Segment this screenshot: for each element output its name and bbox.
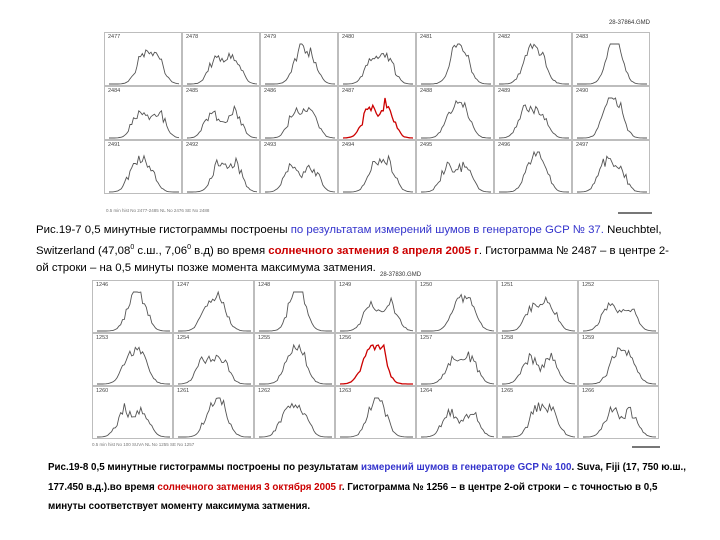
- histogram-curve: [339, 33, 417, 87]
- histogram-curve: [417, 334, 498, 387]
- histogram-curve-line: [577, 44, 647, 84]
- histogram-number: 1265: [501, 388, 514, 394]
- histogram-curve: [261, 87, 339, 141]
- histogram-curve-line: [583, 348, 656, 384]
- histogram-cell: [572, 86, 650, 140]
- histogram-number: 2483: [576, 34, 589, 40]
- histogram-number: 1252: [582, 282, 595, 288]
- histogram-curve-line: [259, 345, 332, 384]
- histogram-curve: [498, 281, 579, 334]
- histogram-cell: [104, 86, 182, 140]
- histogram-curve-line: [583, 303, 656, 331]
- caption-text: Рис.19-8 0,5 минутные гистограммы построены по результатам: [48, 462, 361, 473]
- figure-caption-19-8: [48, 458, 688, 517]
- histogram-cell: [497, 333, 578, 386]
- histogram-curve: [261, 33, 339, 87]
- histogram-curve: [498, 387, 579, 440]
- histogram-number: 2486: [264, 88, 277, 94]
- caption-text: Рис.19-7 0,5 минутные гистограммы построены: [36, 224, 291, 236]
- histogram-curve-line: [178, 292, 251, 331]
- histogram-curve-line: [97, 292, 170, 331]
- histogram-curve: [255, 281, 336, 334]
- histogram-cell: [104, 140, 182, 194]
- histogram-curve-line: [187, 106, 257, 138]
- histogram-number: 1255: [258, 335, 271, 341]
- highlighted-histogram-curve: [340, 345, 413, 384]
- histogram-number: 2490: [576, 88, 589, 94]
- histogram-curve-line: [97, 347, 170, 384]
- histogram-cell: [173, 280, 254, 333]
- histogram-curve: [573, 33, 651, 87]
- histogram-curve: [579, 281, 660, 334]
- histogram-curve-line: [499, 152, 569, 192]
- histogram-curve-line: [421, 295, 494, 332]
- histogram-curve-line: [259, 292, 332, 331]
- histogram-number: 1249: [339, 282, 352, 288]
- histogram-cell: [173, 386, 254, 439]
- histogram-curve: [498, 334, 579, 387]
- caption-text: с.ш., 7,06: [134, 244, 188, 257]
- histogram-cell: [416, 386, 497, 439]
- histogram-number: 1261: [177, 388, 190, 394]
- histogram-cell: [416, 86, 494, 140]
- caption-text: в.д) во время: [190, 244, 269, 257]
- histogram-number: 2479: [264, 34, 277, 40]
- histogram-number: 1256: [339, 335, 352, 341]
- scale-bar: [632, 446, 660, 448]
- histogram-cell: [335, 280, 416, 333]
- histogram-number: 2477: [108, 34, 121, 40]
- histogram-curve-line: [499, 44, 569, 84]
- histogram-curve: [174, 281, 255, 334]
- caption-highlight-red: солнечного затмения 3 октября 2005 г: [157, 481, 342, 493]
- histogram-number: 2492: [186, 142, 199, 148]
- histogram-cell: [92, 386, 173, 439]
- panel-2-footer: 0.5 min hist No 100 SUVA NL No 1255 SE No 1257: [92, 442, 195, 447]
- caption-text: . Гистограмма № 2487 – в центре 2-ой строки – на 0,5 минуты позже момента максимума затмения.: [36, 244, 669, 274]
- histogram-curve: [255, 387, 336, 440]
- histogram-curve-line: [502, 353, 575, 384]
- histogram-cell: [578, 280, 659, 333]
- histogram-cell: [416, 333, 497, 386]
- histogram-cell: [260, 86, 338, 140]
- histogram-cell: [182, 32, 260, 86]
- histogram-curve: [573, 87, 651, 141]
- histogram-cell: [494, 86, 572, 140]
- histogram-curve: [339, 141, 417, 195]
- caption-text: Neuchbtel, Switzerland (47,08: [36, 224, 662, 257]
- histogram-curve-line: [421, 352, 494, 384]
- histogram-curve: [339, 87, 417, 141]
- histogram-curve-line: [499, 105, 569, 138]
- histogram-curve: [105, 141, 183, 195]
- histogram-curve-line: [259, 404, 332, 437]
- histogram-panel-2: [92, 270, 664, 452]
- caption-text: . Гистограмма № 1256 – в центре 2-ой строки – с точностью в 0,5 минуты соответствует моменту максимума затмения.: [48, 481, 658, 512]
- histogram-curve: [417, 387, 498, 440]
- highlighted-histogram-curve: [343, 98, 413, 138]
- histogram-number: 1259: [582, 335, 595, 341]
- caption-text: . Suva, Fiji (17, 750 ю.ш., 177.450 в.д.).во время: [48, 462, 686, 493]
- caption-highlight-red: солнечного затмения 8 апреля 2005 г: [268, 244, 479, 257]
- histogram-cell: [578, 386, 659, 439]
- histogram-number: 2482: [498, 34, 511, 40]
- histogram-curve: [495, 87, 573, 141]
- histogram-curve-line: [109, 111, 179, 138]
- histogram-curve-line: [577, 156, 647, 192]
- histogram-cell: [338, 32, 416, 86]
- histogram-number: 1260: [96, 388, 109, 394]
- histogram-curve: [255, 334, 336, 387]
- histogram-curve-line: [421, 101, 491, 138]
- histogram-curve: [417, 281, 498, 334]
- histogram-cell: [578, 333, 659, 386]
- panel-1-footer: 0.5 min hist No 2477-2485 NL No 2476 SE No 2488: [106, 208, 210, 213]
- histogram-cell: [416, 280, 497, 333]
- histogram-number: 1251: [501, 282, 514, 288]
- histogram-curve: [573, 141, 651, 195]
- histogram-curve-line: [502, 297, 575, 331]
- histogram-curve: [579, 334, 660, 387]
- histogram-curve: [495, 33, 573, 87]
- histogram-cell: [260, 32, 338, 86]
- scale-bar: [618, 212, 652, 214]
- histogram-curve-line: [178, 355, 251, 384]
- histogram-curve: [336, 387, 417, 440]
- histogram-number: 1257: [420, 335, 433, 341]
- histogram-cell: [416, 32, 494, 86]
- histogram-number: 1264: [420, 388, 433, 394]
- histogram-number: 2484: [108, 88, 121, 94]
- histogram-number: 2485: [186, 88, 199, 94]
- histogram-curve-line: [502, 403, 575, 437]
- histogram-curve-line: [577, 98, 647, 138]
- histogram-curve-line: [583, 407, 656, 437]
- histogram-cell: [416, 140, 494, 194]
- histogram-number: 2481: [420, 34, 433, 40]
- histogram-cell: [92, 333, 173, 386]
- histogram-number: 1248: [258, 282, 271, 288]
- histogram-curve-line: [421, 162, 491, 192]
- degree-sup: 0: [187, 244, 191, 251]
- histogram-curve-line: [343, 156, 413, 192]
- histogram-number: 1250: [420, 282, 433, 288]
- histogram-curve: [93, 281, 174, 334]
- histogram-curve: [336, 281, 417, 334]
- degree-sup: 0: [130, 244, 135, 251]
- histogram-cell: [173, 333, 254, 386]
- histogram-number: 2494: [342, 142, 355, 148]
- histogram-curve-line: [109, 156, 179, 192]
- histogram-cell: [254, 333, 335, 386]
- histogram-number: 1246: [96, 282, 109, 288]
- histogram-number: 1263: [339, 388, 352, 394]
- histogram-curve: [93, 334, 174, 387]
- histogram-curve: [105, 33, 183, 87]
- histogram-cell: [104, 32, 182, 86]
- histogram-number: 2480: [342, 34, 355, 40]
- histogram-number: 2493: [264, 142, 277, 148]
- histogram-number: 1262: [258, 388, 271, 394]
- histogram-cell: [494, 140, 572, 194]
- histogram-curve-line: [265, 44, 335, 84]
- histogram-number: 2487: [342, 88, 355, 94]
- histogram-cell: [254, 386, 335, 439]
- caption-highlight-blue: измерений шумов в генераторе GCP № 100: [361, 462, 572, 473]
- histogram-cell: [182, 86, 260, 140]
- histogram-cell: [260, 140, 338, 194]
- histogram-cell: [497, 280, 578, 333]
- histogram-cell: [338, 86, 416, 140]
- histogram-number: 1266: [582, 388, 595, 394]
- histogram-curve-line: [343, 53, 413, 84]
- histogram-curve: [183, 141, 261, 195]
- histogram-curve: [183, 87, 261, 141]
- histogram-curve-line: [187, 158, 257, 192]
- panel-2-filename: 28-37830.GMD: [380, 272, 422, 278]
- histogram-number: 2488: [420, 88, 433, 94]
- histogram-curve-line: [178, 398, 251, 437]
- histogram-number: 1258: [501, 335, 514, 341]
- histogram-cell: [338, 140, 416, 194]
- histogram-number: 1247: [177, 282, 190, 288]
- histogram-cell: [182, 140, 260, 194]
- histogram-curve: [417, 33, 495, 87]
- histogram-curve: [417, 87, 495, 141]
- histogram-curve-line: [340, 398, 413, 437]
- figure-caption-19-7: [36, 222, 676, 277]
- histogram-cell: [335, 333, 416, 386]
- histogram-curve: [174, 334, 255, 387]
- histogram-number: 2497: [576, 142, 589, 148]
- histogram-cell: [92, 280, 173, 333]
- caption-highlight-blue: по результатам измерений шумов в генераторе GCP № 37.: [290, 224, 604, 236]
- histogram-number: 1254: [177, 335, 190, 341]
- histogram-curve-line: [109, 50, 179, 84]
- histogram-curve: [261, 141, 339, 195]
- histogram-curve-line: [97, 403, 170, 437]
- histogram-number: 2496: [498, 142, 511, 148]
- histogram-number: 2478: [186, 34, 199, 40]
- histogram-curve-line: [340, 298, 413, 331]
- histogram-curve: [93, 387, 174, 440]
- histogram-number: 2495: [420, 142, 433, 148]
- histogram-curve: [105, 87, 183, 141]
- histogram-curve: [336, 334, 417, 387]
- histogram-cell: [497, 386, 578, 439]
- histogram-cell: [494, 32, 572, 86]
- histogram-curve-line: [265, 108, 335, 138]
- histogram-curve: [579, 387, 660, 440]
- histogram-curve: [417, 141, 495, 195]
- histogram-number: 2489: [498, 88, 511, 94]
- histogram-curve: [183, 33, 261, 87]
- histogram-curve-line: [421, 409, 494, 437]
- histogram-curve-line: [187, 53, 257, 84]
- histogram-curve: [495, 141, 573, 195]
- histogram-number: 1253: [96, 335, 109, 341]
- histogram-cell: [254, 280, 335, 333]
- histogram-cell: [572, 140, 650, 194]
- histogram-cell: [572, 32, 650, 86]
- histogram-panel-1: [104, 12, 652, 216]
- histogram-cell: [335, 386, 416, 439]
- histogram-curve: [174, 387, 255, 440]
- panel-1-filename: 28-37864.GMD: [608, 20, 650, 26]
- histogram-curve-line: [421, 44, 491, 84]
- histogram-number: 2491: [108, 142, 121, 148]
- histogram-curve-line: [265, 164, 335, 192]
